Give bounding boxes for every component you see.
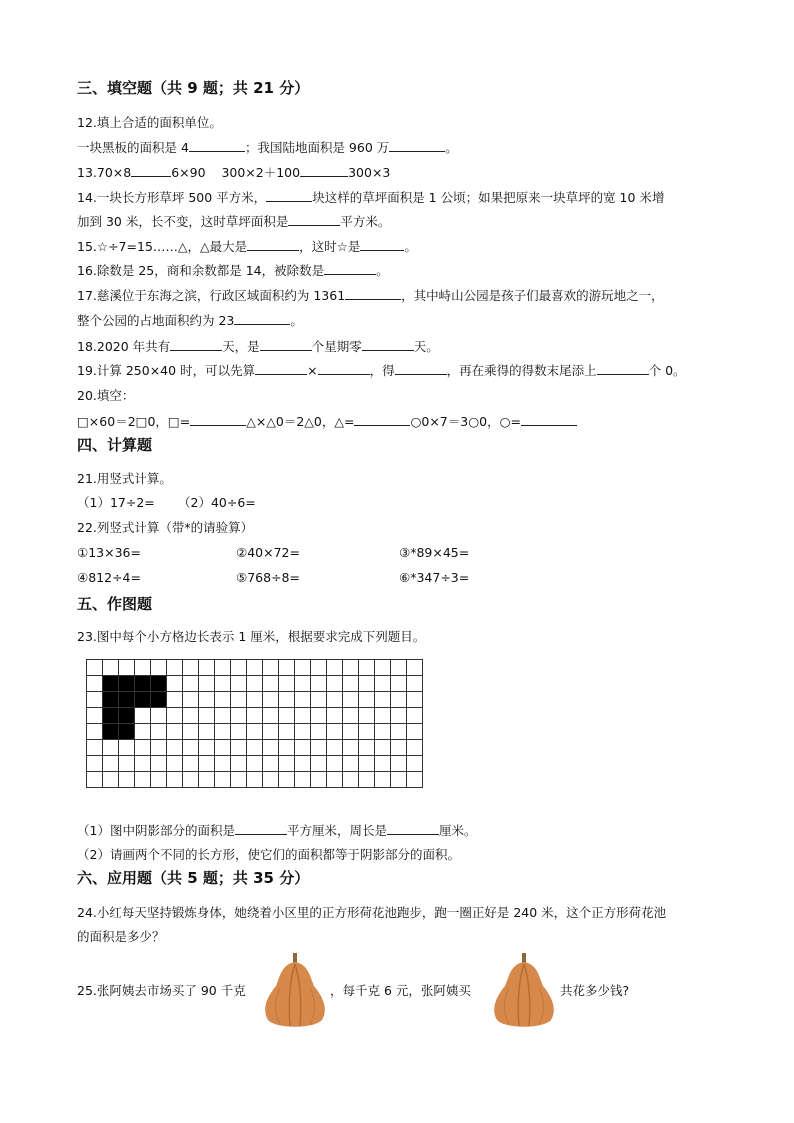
grid-cell [86, 739, 103, 756]
grid-cell [182, 771, 199, 788]
q15-blank-1[interactable] [247, 238, 299, 251]
grid-cell [342, 723, 359, 740]
q23-blank-1[interactable] [235, 822, 287, 835]
grid-cell [374, 723, 391, 740]
grid-cell [230, 723, 247, 740]
q14-text-c: 加到 30 米，长不变，这时草坪面积是 [77, 214, 289, 229]
grid-cell [342, 755, 359, 772]
grid-cell [150, 659, 167, 676]
q19-text-e: 个 0。 [648, 363, 686, 378]
grid-cell [278, 771, 295, 788]
grid-cell [166, 723, 183, 740]
grid-cell [262, 707, 279, 724]
q18-blank-1[interactable] [170, 338, 222, 351]
grid-cell [214, 723, 231, 740]
grid-cell [134, 723, 151, 740]
grid-cell [262, 723, 279, 740]
grid-cell [86, 755, 103, 772]
q19-text-b: × [307, 363, 318, 378]
grid-cell [358, 707, 375, 724]
q16-blank[interactable] [324, 262, 376, 275]
q16-line [77, 262, 389, 279]
grid-cell [214, 755, 231, 772]
grid-cell [326, 707, 343, 724]
q13-text-b: 6×90 300×2＋100 [171, 165, 301, 180]
grid-cell [390, 723, 407, 740]
grid-cell [310, 771, 327, 788]
q19-blank-1[interactable] [255, 362, 307, 375]
grid-cell [214, 739, 231, 756]
grid-cell [358, 691, 375, 708]
grid-cell-shaded [118, 723, 135, 740]
q24-line-2: 的面积是多少？ [77, 929, 165, 944]
grid-cell [198, 659, 215, 676]
q22-item-6: ⑥*347÷3= [399, 570, 470, 585]
grid-cell [246, 723, 263, 740]
grid-cell-shaded [102, 723, 119, 740]
q12-text-b: ；我国陆地面积是 960 万 [244, 140, 390, 155]
section-5-title: 五、作图题 [77, 595, 153, 613]
q19-text-c: ，得 [369, 363, 395, 378]
grid-cell [262, 739, 279, 756]
grid-cell [278, 691, 295, 708]
grid-cell [374, 771, 391, 788]
grid-cell [406, 675, 423, 692]
q19-blank-4[interactable] [597, 362, 649, 375]
q23-blank-2[interactable] [387, 822, 439, 835]
q19-blank-3[interactable] [395, 362, 447, 375]
grid-cell [326, 755, 343, 772]
q22-stem: 22.列竖式计算（带*的请验算） [77, 520, 254, 535]
grid-cell [294, 707, 311, 724]
grid-cell [86, 659, 103, 676]
q19-line [77, 362, 686, 379]
q18-text-a: 18.2020 年共有 [77, 339, 171, 354]
q17-text-b: ，其中峙山公园是孩子们最喜欢的游玩地之一， [401, 288, 664, 303]
grid-cell [310, 675, 327, 692]
grid-cell [294, 755, 311, 772]
q17-text-d: 。 [290, 313, 303, 328]
q23-stem: 23.图中每个小方格边长表示 1 厘米，根据要求完成下列题目。 [77, 629, 426, 644]
q22-item-5: ⑤768÷8= [236, 570, 300, 585]
grid-cell [406, 771, 423, 788]
q20-blank-1[interactable] [190, 413, 246, 426]
q16-text-a: 16.除数是 25，商和余数都是 14，被除数是 [77, 263, 325, 278]
q15-text-a: 15.☆÷7=15……△，△最大是 [77, 239, 248, 254]
grid-cell [246, 771, 263, 788]
grid-cell-shaded [118, 675, 135, 692]
grid-cell [166, 707, 183, 724]
grid-cell [166, 771, 183, 788]
grid-cell-shaded [118, 707, 135, 724]
grid-cell [342, 675, 359, 692]
grid-cell [198, 675, 215, 692]
grid-cell [214, 707, 231, 724]
q13-text-c: 300×3 [348, 165, 391, 180]
grid-cell [326, 675, 343, 692]
grid-cell [390, 739, 407, 756]
q15-blank-2[interactable] [360, 238, 404, 251]
grid-cell [182, 723, 199, 740]
q13-blank-1[interactable] [131, 164, 171, 177]
grid-cell [406, 723, 423, 740]
grid-cell [150, 723, 167, 740]
grid-cell [134, 739, 151, 756]
grid-cell [198, 707, 215, 724]
grid-cell [294, 771, 311, 788]
grid-cell [86, 675, 103, 692]
grid-cell [358, 723, 375, 740]
grid-cell [166, 691, 183, 708]
grid-cell [246, 707, 263, 724]
grid-cell [342, 659, 359, 676]
grid-cell [262, 755, 279, 772]
grid-cell [166, 755, 183, 772]
q25-text-b: ，每千克 6 元，张阿姨买 [330, 983, 471, 998]
grid-cell [390, 659, 407, 676]
grid-cell [374, 755, 391, 772]
grid-cell [310, 739, 327, 756]
q12-text-a: 一块黑板的面积是 4 [77, 140, 189, 155]
grid-cell [214, 675, 231, 692]
grid-cell [134, 755, 151, 772]
grid-cell [118, 755, 135, 772]
grid-cell [246, 739, 263, 756]
q25-text-c: 共花多少钱? [560, 983, 630, 998]
grid-cell [406, 691, 423, 708]
q20-line [77, 413, 577, 430]
grid-cell [278, 755, 295, 772]
grid-cell [406, 707, 423, 724]
grid-cell [246, 675, 263, 692]
grid-cell-shaded [102, 691, 119, 708]
grid-cell [406, 755, 423, 772]
grid-cell [150, 771, 167, 788]
grid-cell [86, 707, 103, 724]
grid-cell [326, 771, 343, 788]
grid-cell [86, 771, 103, 788]
grid-cell [374, 675, 391, 692]
q20-stem: 20.填空： [77, 388, 135, 403]
q23-part-1 [77, 822, 477, 839]
grid-cell [230, 707, 247, 724]
grid-cell [102, 659, 119, 676]
q20-text-b: △×△0＝2△0，△= [246, 414, 355, 429]
q16-text-b: 。 [376, 263, 389, 278]
grid-cell [182, 707, 199, 724]
grid-cell [214, 691, 231, 708]
q21-item-1: （1）17÷2= [77, 495, 155, 510]
grid-cell [406, 659, 423, 676]
q23-text-c: 厘米。 [438, 823, 477, 838]
grid-cell-shaded [134, 675, 151, 692]
grid-cell [150, 755, 167, 772]
grid-cell [406, 739, 423, 756]
grid-cell [230, 771, 247, 788]
grid-cell [182, 755, 199, 772]
grid-cell [358, 659, 375, 676]
grid-cell [278, 675, 295, 692]
grid-cell [294, 739, 311, 756]
grid-cell [134, 659, 151, 676]
grid-cell [278, 739, 295, 756]
q14-text-a: 14.一块长方形草坪 500 平方米， [77, 190, 267, 205]
grid-cell [390, 675, 407, 692]
grid-cell [230, 659, 247, 676]
grid-cell [150, 707, 167, 724]
q12-stem: 12.填上合适的面积单位。 [77, 115, 222, 130]
grid-cell [294, 659, 311, 676]
grid-cell [198, 739, 215, 756]
q14-line-2 [77, 213, 390, 230]
grid-cell [326, 723, 343, 740]
grid-cell [182, 659, 199, 676]
grid-cell [246, 755, 263, 772]
q20-blank-3[interactable] [521, 413, 577, 426]
grid-cell [278, 723, 295, 740]
q15-line [77, 238, 417, 255]
q19-text-a: 19.计算 250×40 时，可以先算 [77, 363, 256, 378]
q12-line [77, 139, 458, 156]
q20-text-c: ○0×7＝3○0，○= [410, 414, 521, 429]
q17-line-2 [77, 312, 303, 329]
grid-cell [390, 755, 407, 772]
q25-text-a: 25.张阿姨去市场买了 90 千克 [77, 983, 246, 998]
grid-cell [182, 739, 199, 756]
q17-blank-1[interactable] [345, 287, 401, 300]
q24-line-1: 24.小红每天坚持锻炼身体，她绕着小区里的正方形荷花池跑步，跑一圈正好是 240 米，这个正方形荷花池 [77, 905, 667, 920]
grid-cell [262, 675, 279, 692]
grid-cell [342, 739, 359, 756]
section-6-title: 六、应用题（共 5 题；共 35 分） [77, 869, 310, 887]
q18-blank-3[interactable] [362, 338, 414, 351]
grid-cell [278, 659, 295, 676]
grid-cell [294, 691, 311, 708]
grid-cell [310, 659, 327, 676]
grid-cell [118, 739, 135, 756]
grid-cell [182, 675, 199, 692]
grid-cell-shaded [102, 675, 119, 692]
q15-text-b: ，这时☆是 [299, 239, 361, 254]
grid-cell [358, 755, 375, 772]
grid-cell [118, 659, 135, 676]
grid-cell [118, 771, 135, 788]
q23-part-2: （2）请画两个不同的长方形，使它们的面积都等于阴影部分的面积。 [77, 847, 460, 862]
grid-cell [358, 675, 375, 692]
grid-cell [134, 707, 151, 724]
square-grid [86, 659, 423, 788]
grid-cell [262, 659, 279, 676]
pumpkin-image-2 [489, 950, 559, 1030]
pumpkin-image-1 [260, 950, 330, 1030]
grid-cell [374, 739, 391, 756]
q19-blank-2[interactable] [318, 362, 370, 375]
grid-cell-shaded [134, 691, 151, 708]
q17-line-1 [77, 287, 664, 304]
grid-cell [358, 739, 375, 756]
q17-text-a: 17.慈溪位于东海之滨，行政区域面积约为 1361 [77, 288, 346, 303]
grid-cell [342, 771, 359, 788]
grid-cell [166, 659, 183, 676]
grid-cell [214, 771, 231, 788]
grid-cell [326, 659, 343, 676]
q17-text-c: 整个公园的占地面积约为 23 [77, 313, 235, 328]
grid-cell [310, 755, 327, 772]
grid-cell [214, 659, 231, 676]
grid-cell [230, 755, 247, 772]
q12-blank-2[interactable] [389, 139, 445, 152]
grid-cell [294, 723, 311, 740]
q14-blank-2[interactable] [288, 213, 340, 226]
grid-cell [262, 771, 279, 788]
grid-cell [262, 691, 279, 708]
grid-cell [198, 755, 215, 772]
grid-cell [230, 739, 247, 756]
section-3-title: 三、填空题（共 9 题；共 21 分） [77, 79, 310, 97]
grid-cell [86, 723, 103, 740]
grid-cell [326, 739, 343, 756]
grid-cell [374, 659, 391, 676]
q23-text-b: 平方厘米，周长是 [286, 823, 387, 838]
q14-text-b: 块这样的草坪面积是 1 公顷；如果把原来一块草坪的宽 10 米增 [312, 190, 665, 205]
q22-item-2: ②40×72= [236, 545, 300, 560]
q22-item-1: ①13×36= [77, 545, 141, 560]
grid-cell [150, 739, 167, 756]
q13-text-a: 13.70×8 [77, 165, 132, 180]
grid-cell [294, 675, 311, 692]
grid-cell [390, 691, 407, 708]
q13-line [77, 164, 390, 181]
grid-cell [246, 659, 263, 676]
q15-text-c: 。 [404, 239, 417, 254]
q17-blank-2[interactable] [234, 312, 290, 325]
q23-text-a: （1）图中阴影部分的面积是 [77, 823, 235, 838]
grid-cell [310, 723, 327, 740]
grid-cell [310, 691, 327, 708]
grid-cell [198, 691, 215, 708]
q22-item-3: ③*89×45= [399, 545, 470, 560]
grid-cell-shaded [150, 675, 167, 692]
grid-cell [166, 675, 183, 692]
q12-text-c: 。 [445, 140, 458, 155]
q18-text-d: 天。 [413, 339, 439, 354]
q18-text-c: 个星期零 [311, 339, 362, 354]
grid-cell [278, 707, 295, 724]
grid-cell [342, 707, 359, 724]
section-4-title: 四、计算题 [77, 436, 153, 454]
q14-line-1 [77, 189, 664, 206]
grid-cell [86, 691, 103, 708]
grid-cell [134, 771, 151, 788]
grid-cell-shaded [102, 707, 119, 724]
q19-text-d: ，再在乘得的得数末尾添上 [446, 363, 597, 378]
q20-blank-2[interactable] [354, 413, 410, 426]
q21-stem: 21.用竖式计算。 [77, 471, 172, 486]
grid-cell [166, 739, 183, 756]
grid-cell [102, 771, 119, 788]
grid-cell [358, 771, 375, 788]
q21-item-2: （2）40÷6= [178, 495, 256, 510]
q20-text-a: □×60＝2□0，□= [77, 414, 191, 429]
grid-cell [198, 723, 215, 740]
grid-cell [182, 691, 199, 708]
q22-item-4: ④812÷4= [77, 570, 141, 585]
grid-cell [102, 755, 119, 772]
q14-text-d: 平方米。 [340, 214, 391, 229]
q18-blank-2[interactable] [260, 338, 312, 351]
grid-cell [198, 771, 215, 788]
grid-cell [342, 691, 359, 708]
q14-blank-1[interactable] [266, 189, 312, 202]
grid-cell [390, 707, 407, 724]
grid-cell-shaded [150, 691, 167, 708]
grid-cell [374, 707, 391, 724]
grid-cell [230, 691, 247, 708]
grid-cell [374, 691, 391, 708]
grid-cell [246, 691, 263, 708]
q13-blank-2[interactable] [300, 164, 348, 177]
grid-cell [102, 739, 119, 756]
grid-cell [310, 707, 327, 724]
grid-cell [230, 675, 247, 692]
q18-text-b: 天，是 [222, 339, 260, 354]
grid-cell [390, 771, 407, 788]
grid-cell [326, 691, 343, 708]
q12-blank-1[interactable] [189, 139, 245, 152]
q18-line [77, 338, 439, 355]
grid-cell-shaded [118, 691, 135, 708]
